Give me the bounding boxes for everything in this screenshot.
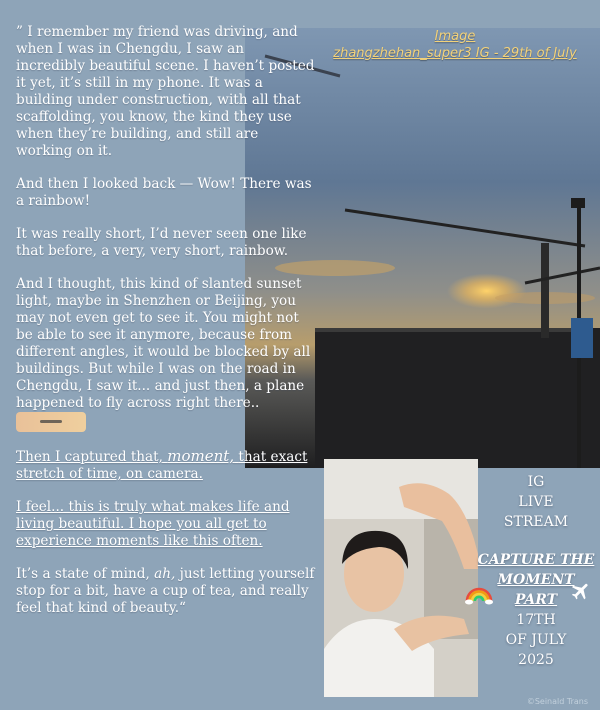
stream-stream: STREAM: [503, 514, 569, 530]
story-paragraph-6: I feel... this is truly what makes life and living beautiful. I hope you all get to experience moments like this often.: [16, 499, 290, 549]
story-text: [16, 24, 316, 633]
story-paragraph-1: ” I remember my friend was driving, and when I was in Chengdu, I saw an incredibly beautiful scene. I haven’t posted it yet, it’s still in my phone. It was a building under construction, with all that scaffolding, you know, the kind they use when they’re building, and still are working on it.: [16, 24, 315, 159]
caption-title: Image: [434, 29, 476, 44]
story-paragraph-3: It was really short, I’d never seen one like that before, a very, very short, rainbow.: [16, 226, 307, 259]
story-paragraph-2: And then I looked back — Wow! There was a rainbow!: [16, 176, 312, 209]
rainbow-icon: [464, 577, 494, 607]
story-paragraph-4: [16, 276, 316, 432]
story-p7-c: just letting yourself stop for a bit, have a cup of tea, and really feel that kind of beauty.“: [16, 566, 315, 616]
plane-thumbnail: [16, 412, 86, 432]
capture-title-line2: MOMENT: [497, 572, 575, 588]
date-year: 2025: [518, 652, 554, 668]
watermark: ©Seinald Trans: [526, 697, 588, 706]
image-caption: [305, 28, 600, 62]
airplane-icon: [570, 580, 592, 602]
story-paragraph-7: [16, 566, 316, 617]
story-p7-ah: ah,: [154, 566, 176, 582]
stream-live: LIVE: [518, 494, 554, 510]
story-p5-moment: moment,: [167, 447, 235, 465]
story-p5-c: that exact stretch of time, on camera.: [16, 449, 308, 482]
story-paragraph-5: [16, 448, 316, 483]
date-month: OF JULY: [505, 632, 567, 648]
story-p5-a: Then I captured that,: [16, 449, 163, 465]
caption-source: zhangzhehan_super3 IG - 29th of July: [333, 46, 577, 61]
stream-info: [476, 472, 596, 670]
date-day: 17TH: [516, 612, 556, 628]
stream-ig: IG: [527, 474, 545, 490]
story-p7-a: It’s a state of mind,: [16, 566, 150, 582]
capture-title-part: PART: [514, 592, 558, 608]
story-paragraph-4-text: And I thought, this kind of slanted sunset light, maybe in Shenzhen or Beijing, you may not even get to see it. You might not be able to see it anymore, because from different angles, it would be blocked by all buildings. But while I was on the road in Chengdu, I saw it... and just then, a plane happened to fly across right there..: [16, 276, 311, 411]
capture-title-line1: CAPTURE THE: [477, 552, 595, 568]
selfie-photo: [324, 459, 478, 697]
